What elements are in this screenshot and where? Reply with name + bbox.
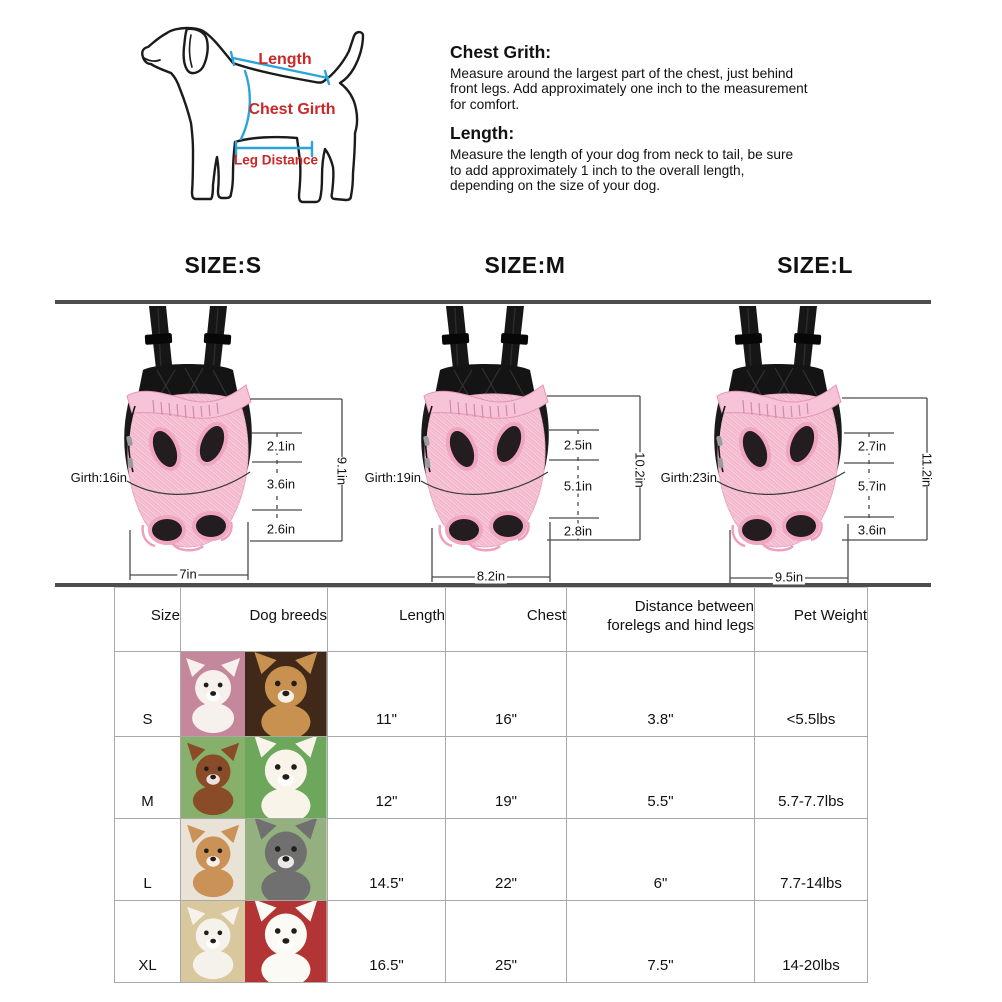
header-size: Size (115, 588, 181, 652)
chest-girth-text-line: for comfort. (450, 96, 520, 112)
toy-poodle-photo (181, 737, 245, 818)
chest-cell: 25" (446, 901, 567, 983)
weight-cell: 14-20lbs (755, 901, 868, 983)
size-m-title: SIZE:M (484, 252, 566, 278)
dog-breeds-cell (181, 737, 328, 819)
weight-cell: 5.7-7.7lbs (755, 737, 868, 819)
length-section (450, 123, 870, 193)
segment-label: 2.1in (266, 438, 296, 454)
measuring-instructions (450, 42, 870, 193)
bichon-frise-photo (245, 901, 327, 982)
length-text-line: depending on the size of your dog. (450, 178, 661, 194)
length-text-line: to add approximately 1 inch to the overall length, (450, 162, 745, 178)
weight-cell: <5.5lbs (755, 652, 868, 737)
size-cell: M (115, 737, 181, 819)
dog-measurement-diagram (135, 25, 385, 215)
length-label: Length (258, 51, 312, 68)
width-label: 8.2in (476, 568, 506, 584)
size-m-dimension-lines (421, 396, 640, 582)
width-label: 9.5in (774, 569, 804, 585)
chest-girth-section (450, 42, 870, 112)
height-label: 11.2in (919, 452, 935, 488)
segment-label: 2.5in (563, 437, 593, 453)
length-text-line: Measure the length of your dog from neck to tail, be sure (450, 147, 794, 163)
length-cell: 11" (328, 652, 446, 737)
distance-cell: 3.8" (567, 652, 755, 737)
chihuahua-photo (245, 652, 327, 736)
segment-label: 2.7in (857, 438, 887, 454)
chest-cell: 16" (446, 652, 567, 737)
size-table (114, 587, 868, 983)
segment-label: 3.6in (266, 476, 296, 492)
chest-girth-heading: Chest Grith: (450, 42, 552, 62)
dog-breeds-cell (181, 901, 328, 983)
chest-girth-text-line: front legs. Add approximately one inch to the measurement (450, 81, 808, 97)
dimension-lines-overlay (0, 300, 1002, 590)
size-s-dimension-lines (127, 399, 342, 580)
length-heading: Length: (450, 123, 515, 144)
schnauzer-photo (245, 819, 327, 900)
leg-distance-label: Leg Distance (233, 152, 319, 168)
segment-label: 2.6in (266, 521, 296, 537)
width-label: 7in (179, 566, 197, 582)
chest-girth-text-line: Measure around the largest part of the chest, just behind (450, 66, 794, 81)
height-label: 9.1in (334, 456, 350, 486)
girth-label: Girth:19in (364, 470, 421, 485)
dog-ear (184, 29, 208, 73)
weight-cell: 7.7-14lbs (755, 819, 868, 901)
segment-label: 3.6in (857, 522, 887, 538)
segment-label: 5.7in (857, 478, 887, 494)
header-dog-breeds: Dog breeds (181, 588, 328, 652)
girth-label: Girth:23in (660, 470, 717, 485)
corgi-photo (181, 819, 245, 900)
chest-cell: 22" (446, 819, 567, 901)
dog-breeds-cell (181, 819, 328, 901)
length-cell: 16.5" (328, 901, 446, 983)
maltese-puppy-photo (181, 652, 245, 736)
length-cell: 12" (328, 737, 446, 819)
header-distance: Distance between forelegs and hind legs (567, 588, 755, 652)
size-cell: XL (115, 901, 181, 983)
size-s-title: SIZE:S (184, 252, 262, 278)
distance-cell: 6" (567, 819, 755, 901)
white-poodle-photo (181, 901, 245, 982)
size-cell: S (115, 652, 181, 737)
header-length: Length (328, 588, 446, 652)
segment-label: 2.8in (563, 523, 593, 539)
size-l-title: SIZE:L (777, 252, 853, 278)
length-cell: 14.5" (328, 819, 446, 901)
segment-label: 5.1in (563, 478, 593, 494)
dog-breeds-cell (181, 652, 328, 737)
girth-label: Girth:16in (70, 470, 127, 485)
chest-cell: 19" (446, 737, 567, 819)
pomeranian-photo (245, 737, 327, 818)
distance-cell: 5.5" (567, 737, 755, 819)
header-pet-weight: Pet Weight (755, 588, 868, 652)
chest-girth-label: Chest Girth (248, 101, 336, 118)
header-chest: Chest (446, 588, 567, 652)
distance-cell: 7.5" (567, 901, 755, 983)
size-l-dimension-lines (717, 398, 927, 583)
size-cell: L (115, 819, 181, 901)
height-label: 10.2in (632, 452, 648, 488)
